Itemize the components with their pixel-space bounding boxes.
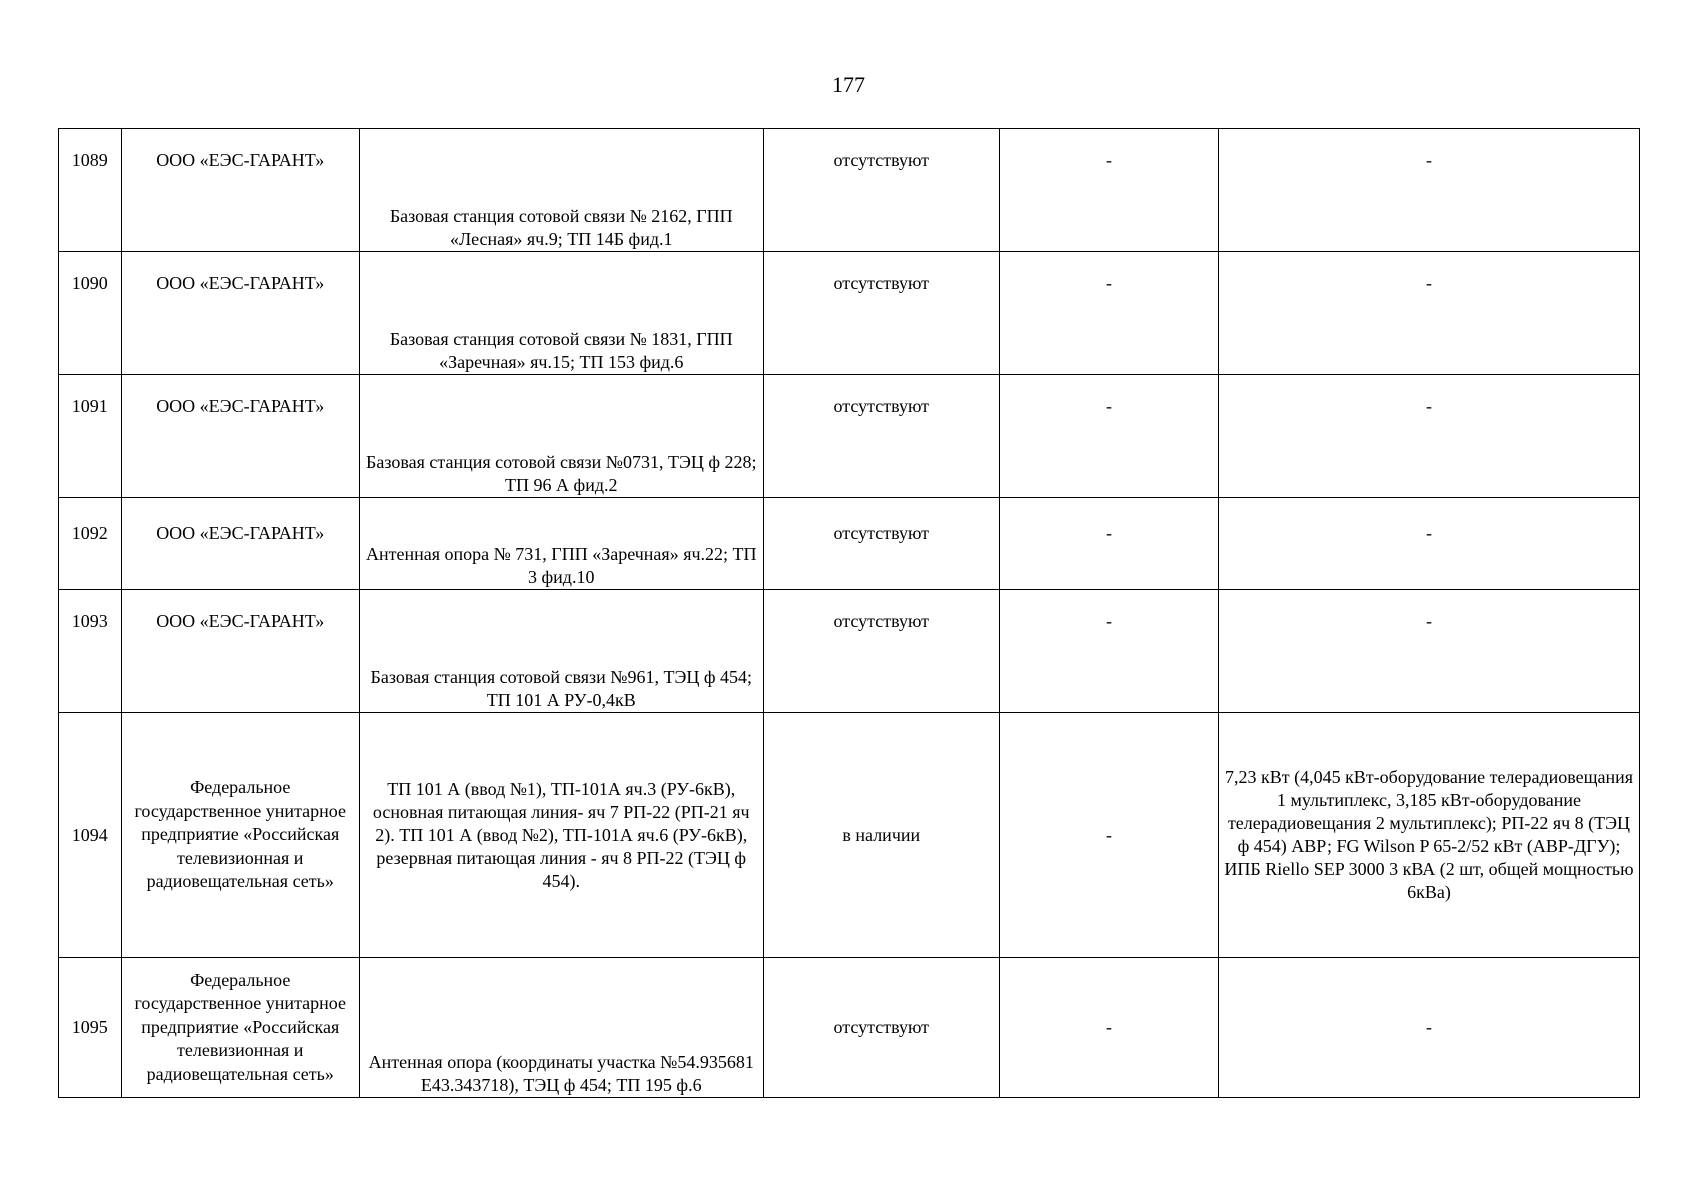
organization-cell bbox=[121, 252, 359, 375]
organization-cell bbox=[121, 958, 359, 1098]
dash-value: - bbox=[1105, 824, 1112, 845]
row-number: 1093 bbox=[71, 610, 108, 631]
dash-cell bbox=[999, 129, 1218, 252]
dash-value: - bbox=[1105, 1017, 1112, 1037]
row-number-cell bbox=[59, 713, 122, 958]
dash-value: - bbox=[1105, 272, 1112, 293]
table-row bbox=[59, 590, 1640, 713]
power-value: - bbox=[1425, 149, 1432, 170]
state-cell bbox=[763, 713, 999, 958]
organization-name: ООО «ЕЭС-ГАРАНТ» bbox=[156, 272, 325, 293]
row-number-cell bbox=[59, 129, 122, 252]
object-cell bbox=[359, 498, 763, 590]
row-number: 1091 bbox=[71, 395, 108, 416]
organization-name: ООО «ЕЭС-ГАРАНТ» bbox=[156, 149, 325, 170]
dash-cell bbox=[999, 375, 1218, 498]
table-row bbox=[59, 713, 1640, 958]
state-value: отсутствуют bbox=[833, 610, 930, 631]
dash-value: - bbox=[1105, 610, 1112, 631]
dash-value: - bbox=[1105, 523, 1112, 543]
organization-cell bbox=[121, 590, 359, 713]
dash-value: - bbox=[1105, 149, 1112, 170]
object-description: Антенная опора № 731, ГПП «Заречная» яч.22; ТП 3 фид.10 bbox=[365, 544, 757, 587]
power-value: - bbox=[1425, 523, 1432, 543]
power-cell bbox=[1218, 590, 1639, 713]
object-description: Базовая станция сотовой связи №961, ТЭЦ ф 454; ТП 101 А РУ-0,4кВ bbox=[370, 667, 752, 710]
dash-cell bbox=[999, 590, 1218, 713]
organization-cell bbox=[121, 713, 359, 958]
organization-cell bbox=[121, 498, 359, 590]
row-number-cell bbox=[59, 498, 122, 590]
organization-name: ООО «ЕЭС-ГАРАНТ» bbox=[156, 610, 325, 631]
organization-name: Федеральное государственное унитарное предприятие «Российская телевизионная и радиовещательная сеть» bbox=[134, 777, 346, 892]
state-cell bbox=[763, 252, 999, 375]
state-cell bbox=[763, 129, 999, 252]
state-cell bbox=[763, 590, 999, 713]
row-number-cell bbox=[59, 375, 122, 498]
power-cell bbox=[1218, 498, 1639, 590]
state-value: отсутствуют bbox=[833, 523, 930, 543]
state-cell bbox=[763, 958, 999, 1098]
state-cell bbox=[763, 498, 999, 590]
dash-cell bbox=[999, 713, 1218, 958]
dash-cell bbox=[999, 252, 1218, 375]
state-cell bbox=[763, 375, 999, 498]
organization-name: ООО «ЕЭС-ГАРАНТ» bbox=[156, 395, 325, 416]
organization-cell bbox=[121, 129, 359, 252]
dash-value: - bbox=[1105, 395, 1112, 416]
object-description: Базовая станция сотовой связи № 1831, ГПП «Заречная» яч.15; ТП 153 фид.6 bbox=[389, 329, 733, 372]
dash-cell bbox=[999, 498, 1218, 590]
object-description: ТП 101 А (ввод №1), ТП-101А яч.3 (РУ-6кВ), основная питающая линия- яч 7 РП-22 (РП-21 яч 2). ТП 101 А (ввод №2), ТП-101А яч.6 (РУ-6кВ), резервная питающая линия - яч 8 РП-22 (ТЭЦ ф 454). bbox=[372, 778, 750, 891]
object-cell bbox=[359, 958, 763, 1098]
power-value: 7,23 кВт (4,045 кВт-оборудование телерадиовещания 1 мультиплекс, 3,185 кВт-оборудование телерадиовещания 2 мультиплекс); РП-22 яч 8 (ТЭЦ ф 454) АВР; FG Wilson P 65-2/52 кВт (АВР-ДГУ); ИПБ Riello SEP 3000 3 кВА (2 шт, общей мощностью 6кВа) bbox=[1224, 767, 1634, 902]
object-cell bbox=[359, 252, 763, 375]
power-cell bbox=[1218, 713, 1639, 958]
row-number-cell bbox=[59, 590, 122, 713]
power-value: - bbox=[1425, 395, 1432, 416]
row-number: 1089 bbox=[71, 149, 108, 170]
organization-cell bbox=[121, 375, 359, 498]
state-value: отсутствуют bbox=[833, 149, 930, 170]
table-row bbox=[59, 252, 1640, 375]
object-description: Антенная опора (координаты участка №54.935681 E43.343718), ТЭЦ ф 454; ТП 195 ф.6 bbox=[368, 1052, 754, 1095]
power-value: - bbox=[1425, 272, 1432, 293]
table-row bbox=[59, 958, 1640, 1098]
state-value: отсутствуют bbox=[833, 272, 930, 293]
power-cell bbox=[1218, 129, 1639, 252]
row-number-cell bbox=[59, 252, 122, 375]
table-row bbox=[59, 375, 1640, 498]
state-value: в наличии bbox=[842, 824, 921, 845]
state-value: отсутствуют bbox=[833, 395, 930, 416]
power-value: - bbox=[1425, 1017, 1432, 1037]
object-cell bbox=[359, 129, 763, 252]
object-description: Базовая станция сотовой связи №0731, ТЭЦ ф 228; ТП 96 А фид.2 bbox=[366, 452, 757, 495]
state-value: отсутствуют bbox=[833, 1017, 930, 1037]
dash-cell bbox=[999, 958, 1218, 1098]
object-cell bbox=[359, 713, 763, 958]
power-value: - bbox=[1425, 610, 1432, 631]
data-table bbox=[58, 128, 1640, 1098]
row-number: 1092 bbox=[71, 523, 108, 543]
table-row bbox=[59, 129, 1640, 252]
power-cell bbox=[1218, 252, 1639, 375]
row-number: 1095 bbox=[71, 1017, 108, 1037]
object-cell bbox=[359, 375, 763, 498]
power-cell bbox=[1218, 958, 1639, 1098]
page-number: 177 bbox=[832, 72, 865, 97]
organization-name: Федеральное государственное унитарное предприятие «Российская телевизионная и радиовещательная сеть» bbox=[134, 969, 346, 1084]
object-description: Базовая станция сотовой связи № 2162, ГПП «Лесная» яч.9; ТП 14Б фид.1 bbox=[389, 206, 733, 249]
organization-name: ООО «ЕЭС-ГАРАНТ» bbox=[156, 523, 325, 543]
row-number: 1094 bbox=[71, 824, 108, 845]
row-number-cell bbox=[59, 958, 122, 1098]
object-cell bbox=[359, 590, 763, 713]
row-number: 1090 bbox=[71, 272, 108, 293]
table-row bbox=[59, 498, 1640, 590]
power-cell bbox=[1218, 375, 1639, 498]
